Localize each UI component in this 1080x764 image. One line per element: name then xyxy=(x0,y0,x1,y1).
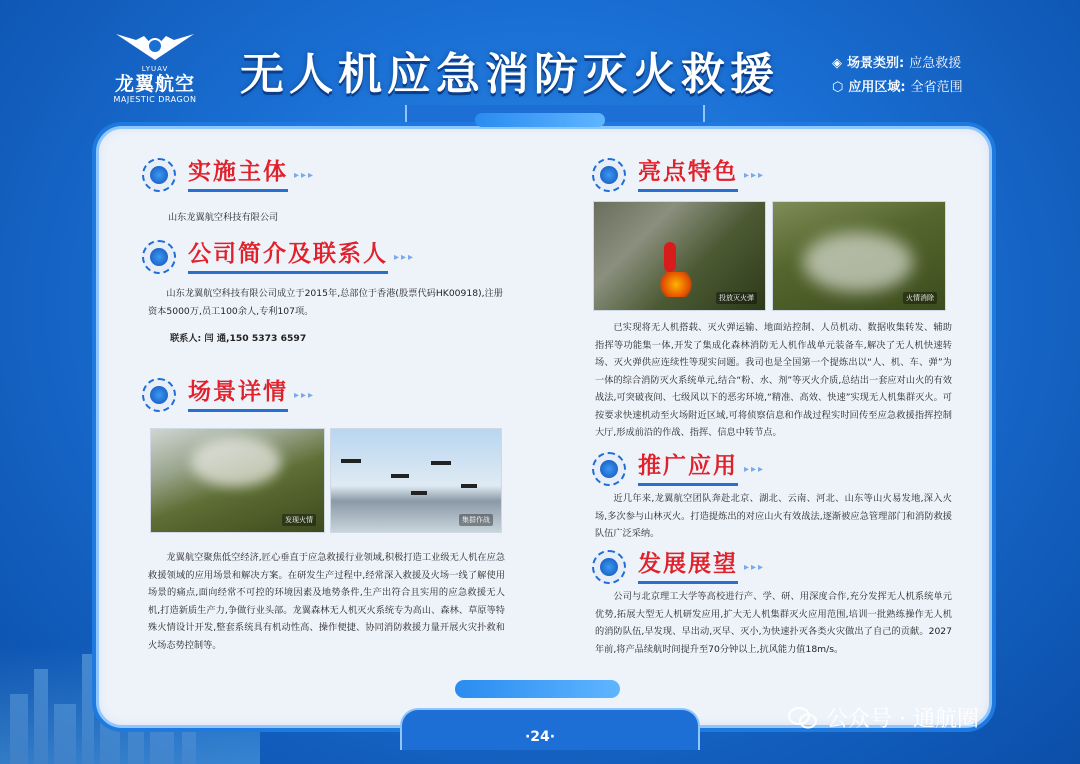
logo-chinese-name: 龙翼航空 xyxy=(114,73,195,95)
meta-region-label: 应用区域: xyxy=(848,80,906,95)
company-logo xyxy=(100,30,210,104)
panel-bottom-bar xyxy=(455,680,620,698)
section-promotion-title: 推广应用 xyxy=(638,452,738,486)
highlights-text: 已实现将无人机搭载、灭火弹运输、地面站控制、人员机动、数据收集转发、辅助指挥等功能集一体,开发了集成化森林消防无人机作战单元装备车,解决了无人机快速转场、灭火弹供应连续性等现实问题。我司也是全国第一个提炼出以“人、机、车、弹”为一体的综合消防灭火系统单元,结合“粉、水、剂”等灭火介质,总结出一套应对山火的有效战法,可突破夜间、七级风以下的恶劣环境,“精准、高效、快速”实现无人机集群灭火。可按要求快速机动至火场附近区域,可将侦察信息和作战过程实时回传至应急救援指挥控制大厅,形成前沿的作战、指挥、信息中转节点。 xyxy=(595,322,952,438)
layers-icon: ◈ xyxy=(832,56,842,71)
photo-caption: 集群作战 xyxy=(459,514,493,526)
section-implementer-title: 实施主体 xyxy=(188,158,288,192)
wing-logo-icon xyxy=(114,30,196,62)
meta-region xyxy=(832,76,963,100)
dots-decoration: ▸▸▸ xyxy=(294,389,316,401)
section-company xyxy=(142,240,415,274)
fire-bomb-drop-photo xyxy=(593,201,766,311)
globe-icon xyxy=(592,158,626,192)
dots-decoration: ▸▸▸ xyxy=(394,251,416,263)
section-promotion xyxy=(592,452,765,486)
dots-decoration: ▸▸▸ xyxy=(744,561,766,573)
photo-caption: 发现火情 xyxy=(282,514,316,526)
wechat-watermark xyxy=(788,702,979,733)
implementer-text: 山东龙翼航空科技有限公司 xyxy=(168,212,279,223)
globe-icon xyxy=(592,452,626,486)
scene-meta xyxy=(832,52,963,100)
scene-detail-text: 龙翼航空聚焦低空经济,匠心垂直于应急救援行业领域,积极打造工业级无人机在应急救援领域的应用场景和解决方案。在研发生产过程中,经常深入救援及火场一线了解使用场景的痛点,面向经常不可控的环境因素及地势条件,生产出符合且实用的应急救援无人机,打造新质生产力,争做行业头部。龙翼森林无人机灭火系统专为高山、森林、草原等特殊火情设计开发,整套系统具有机动性高、操作便捷、协同消防救援力量开展火灾扑救和火场态势控制等。 xyxy=(148,552,505,651)
photo-caption: 投放灭火弹 xyxy=(716,292,757,304)
dots-decoration: ▸▸▸ xyxy=(744,463,766,475)
globe-icon xyxy=(142,240,176,274)
logo-english-name: MAJESTIC DRAGON xyxy=(113,95,197,104)
section-outlook xyxy=(592,550,765,584)
dots-decoration: ▸▸▸ xyxy=(294,169,316,181)
page-number: ·24· xyxy=(524,729,556,745)
drone-swarm-photo xyxy=(330,428,502,533)
meta-category-value: 应急救援 xyxy=(909,56,962,71)
company-intro-text: 山东龙翼航空科技有限公司成立于2015年,总部位于香港(股票代码HK00918),注册资本5000万,员工100余人,专利107项。 xyxy=(148,288,503,317)
globe-icon xyxy=(142,378,176,412)
section-scene xyxy=(142,378,315,412)
section-implementer xyxy=(142,158,315,192)
section-scene-title: 场景详情 xyxy=(188,378,288,412)
section-highlights xyxy=(592,158,765,192)
globe-icon xyxy=(592,550,626,584)
outlook-text: 公司与北京理工大学等高校进行产、学、研、用深度合作,充分发挥无人机系统单元优势,拓展大型无人机研发应用,扩大无人机集群灭火应用范围,培训一批熟练操作无人机的消防队伍,早发现、早出动,灭早、灭小,为快速扑灭各类火灾做出了自己的贡献。2027年前,将产品续航时间提升至70分钟以上,抗风能力值18m/s。 xyxy=(595,591,952,655)
section-outlook-title: 发展展望 xyxy=(638,550,738,584)
photo-caption: 火情消除 xyxy=(903,292,937,304)
fire-extinguished-photo xyxy=(772,201,946,311)
globe-icon xyxy=(142,158,176,192)
contact-text: 联系人: 闫 通,150 5373 6597 xyxy=(170,333,307,344)
section-company-title: 公司简介及联系人 xyxy=(188,240,388,274)
dots-decoration: ▸▸▸ xyxy=(744,169,766,181)
panel-top-bar xyxy=(475,113,605,127)
meta-category-label: 场景类别: xyxy=(847,56,905,71)
wechat-icon xyxy=(788,706,818,730)
section-highlights-title: 亮点特色 xyxy=(638,158,738,192)
meta-region-value: 全省范围 xyxy=(910,80,963,95)
promotion-text: 近几年来,龙翼航空团队奔赴北京、湖北、云南、河北、山东等山火易发地,深入火场,多次参与山林灭火。打造提炼出的对应山火有效战法,逐渐被应急管理部门和消防救援队伍广泛采纳。 xyxy=(595,493,952,539)
page-title: 无人机应急消防灭火救援 xyxy=(240,49,779,100)
logo-small-text: LYUAV xyxy=(141,65,169,73)
cube-icon: ⬡ xyxy=(832,80,844,95)
watermark-text: 公众号 · 通航圈 xyxy=(826,707,979,732)
forest-fire-photo xyxy=(150,428,325,533)
meta-category xyxy=(832,52,963,76)
